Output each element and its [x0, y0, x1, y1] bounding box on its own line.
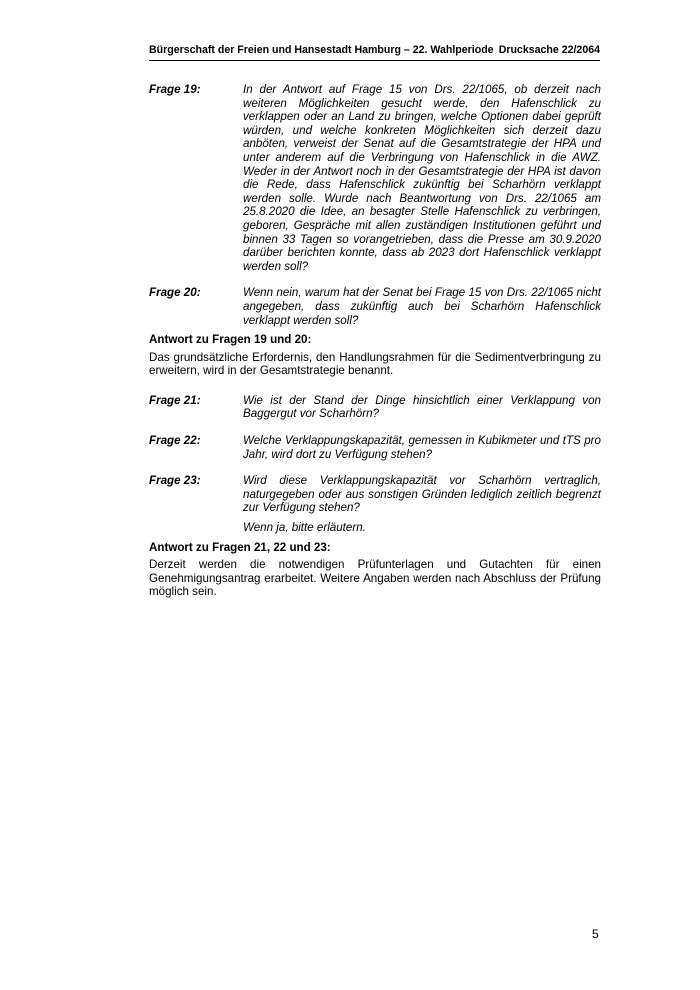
- question-20: [149, 286, 601, 327]
- question-20-label: Frage 20:: [149, 286, 201, 300]
- question-20-text: Wenn nein, warum hat der Senat bei Frage 15 von Drs. 22/1065 nicht angegeben, dass zukünftig auch bei Scharhörn Hafenschlick verklappt werden soll?: [243, 286, 601, 327]
- question-23-followup: Wenn ja, bitte erläutern.: [243, 521, 366, 535]
- answer-19-20-text: Das grundsätzliche Erfordernis, den Handlungsrahmen für die Sedimentverbringung zu erweitern, wird in der Gesamtstrategie benannt.: [149, 350, 601, 378]
- answer-19-20-heading: Antwort zu Fragen 19 und 20:: [149, 333, 312, 347]
- document-number: Drucksache 22/2064: [498, 44, 600, 56]
- question-23-label: Frage 23:: [149, 474, 201, 488]
- question-21-label: Frage 21:: [149, 393, 201, 407]
- header-title: Bürgerschaft der Freien und Hansestadt Hamburg – 22. Wahlperiode: [149, 44, 494, 56]
- question-22: [149, 434, 601, 461]
- question-22-label: Frage 22:: [149, 434, 201, 448]
- question-19: [149, 83, 601, 273]
- page-number: 5: [592, 927, 599, 941]
- document-body: [149, 83, 601, 615]
- question-21: [149, 394, 601, 421]
- question-22-text: Welche Verklappungskapazität, gemessen in Kubikmeter und tTS pro Jahr, wird dort zu Verfügung stehen?: [243, 434, 601, 461]
- question-23-text: Wird diese Verklappungskapazität vor Scharhörn vertraglich, naturgegeben oder aus sonstigen Gründen lediglich zeitlich begrenzt zur Verfügung stehen?: [243, 474, 601, 515]
- answer-21-23-text: Derzeit werden die notwendigen Prüfunterlagen und Gutachten für einen Genehmigungsantrag erarbeitet. Weitere Angaben werden nach Abschluss der Prüfung möglich sein.: [149, 558, 601, 599]
- question-19-text: In der Antwort auf Frage 15 von Drs. 22/1065, ob derzeit nach weiteren Möglichkeiten gesucht werde, den Hafenschlick zu verklappen oder an Land zu bringen, welche Optionen dabei geprüft würden, und welche konkreten Möglichkeiten sich derzeit dazu anböten, verweist der Senat auf die Gesamtstrategie der HPA und unter anderem auf die Verbringung von Hafenschlick in die AWZ. Weder in der Antwort noch in der Gesamtstrategie der HPA ist davon die Rede, dass Hafenschlick zukünftig bei Scharhörn verklappt werden solle. Wurde nach Beantwortung von Drs. 22/1065 am 25.8.2020 die Idee, an besagter Stelle Hafenschlick zu verbringen, geboren, Gespräche mit allen zuständigen Institutionen geführt und binnen 33 Tagen so vorangetrieben, dass die Presse am 30.9.2020 darüber berichten konnte, dass ab 2023 dort Hafenschlick verklappt werden soll?: [243, 83, 601, 273]
- question-19-label: Frage 19:: [149, 83, 201, 96]
- answer-21-23-heading: Antwort zu Fragen 21, 22 und 23:: [149, 540, 331, 554]
- page-header: [149, 44, 600, 61]
- question-23: [149, 474, 601, 515]
- question-21-text: Wie ist der Stand der Dinge hinsichtlich einer Verklappung von Baggergut vor Scharhörn?: [243, 393, 601, 421]
